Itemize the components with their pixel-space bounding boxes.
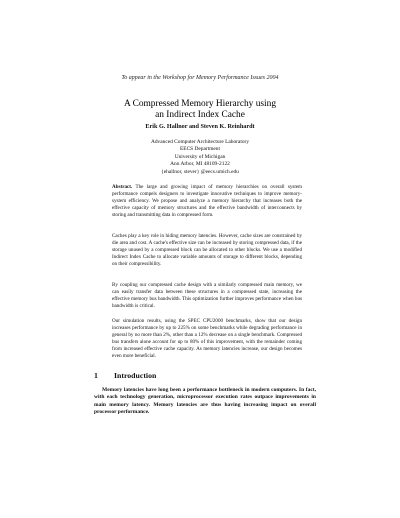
- affiliation: [0, 139, 400, 176]
- abstract-paragraph-2: Caches play a key role in hiding memory latencies. However, cache sizes are constrained by die area and cost. A cache's effective size can be increased by storing compressed data, if the storage unused by a compressed block can be allocated to other blocks. We use a modified Indirect Index Cache to allocate variable amounts of storage to different blocks, depending on their compressibility.: [112, 233, 302, 267]
- section-title: Introduction: [114, 371, 157, 380]
- affiliation-city: Ann Arbor, MI 48109-2122: [170, 161, 230, 168]
- title-line-2: an Indirect Index Cache: [155, 110, 245, 120]
- affiliation-lab: Advanced Computer Architecture Laboratory: [150, 139, 250, 145]
- section-number: 1: [94, 371, 98, 380]
- affiliation-dept: EECS Department: [180, 146, 220, 153]
- abstract-text: The large and growing impact of memory hierarchies on overall system performance compels designers to investigate innovative techniques to improve memory-system efficiency. We propose and analyze a memory hierarchy that increases both the effective capacity of memory structures and the effective bandwidth of interconnects by storing and transmitting data in compressed form.: [112, 184, 302, 218]
- authors: Erik G. Hallnor and Steven K. Reinhardt: [145, 123, 255, 130]
- affiliation-university: University of Michigan: [174, 153, 226, 160]
- abstract: [112, 184, 302, 219]
- section-heading: [94, 371, 156, 380]
- intro-paragraph: Memory latencies have long been a performance bottleneck in modern computers. In fact, with each technology generation, microprocessor execution rates outpace improvements in main memory latency. Memory latencies are thus having increasing impact on overall processor performance.: [94, 387, 316, 416]
- abstract-paragraph-3: By coupling our compressed cache design with a similarly compressed main memory, we can easily transfer data between these structures in a compressed state, increasing the effective memory bus bandwidth. This optimization further improves performance when bus bandwidth is critical.: [112, 282, 302, 309]
- abstract-paragraph-4: Our simulation results, using the SPEC CPU2000 benchmarks, show that our design increases performance by up to 225% on some benchmarks while degrading performance in general by no more than 2%, other than a 12% decrease on a single benchmark. Compressed bus transfers alone account for up to 80% of this improvement, with the remainder coming from increased effective cache capacity. As memory latencies increase, our design becomes even more beneficial.: [112, 318, 302, 359]
- abstract-label: Abstract.: [112, 184, 133, 190]
- venue-note: To appear in the Workshop for Memory Performance Issues 2004: [121, 75, 279, 81]
- paper-title: [0, 99, 400, 121]
- affiliation-email: {ehallnor, stever} @eecs.umich.edu: [161, 168, 239, 175]
- title-line-1: A Compressed Memory Hierarchy using: [123, 99, 277, 109]
